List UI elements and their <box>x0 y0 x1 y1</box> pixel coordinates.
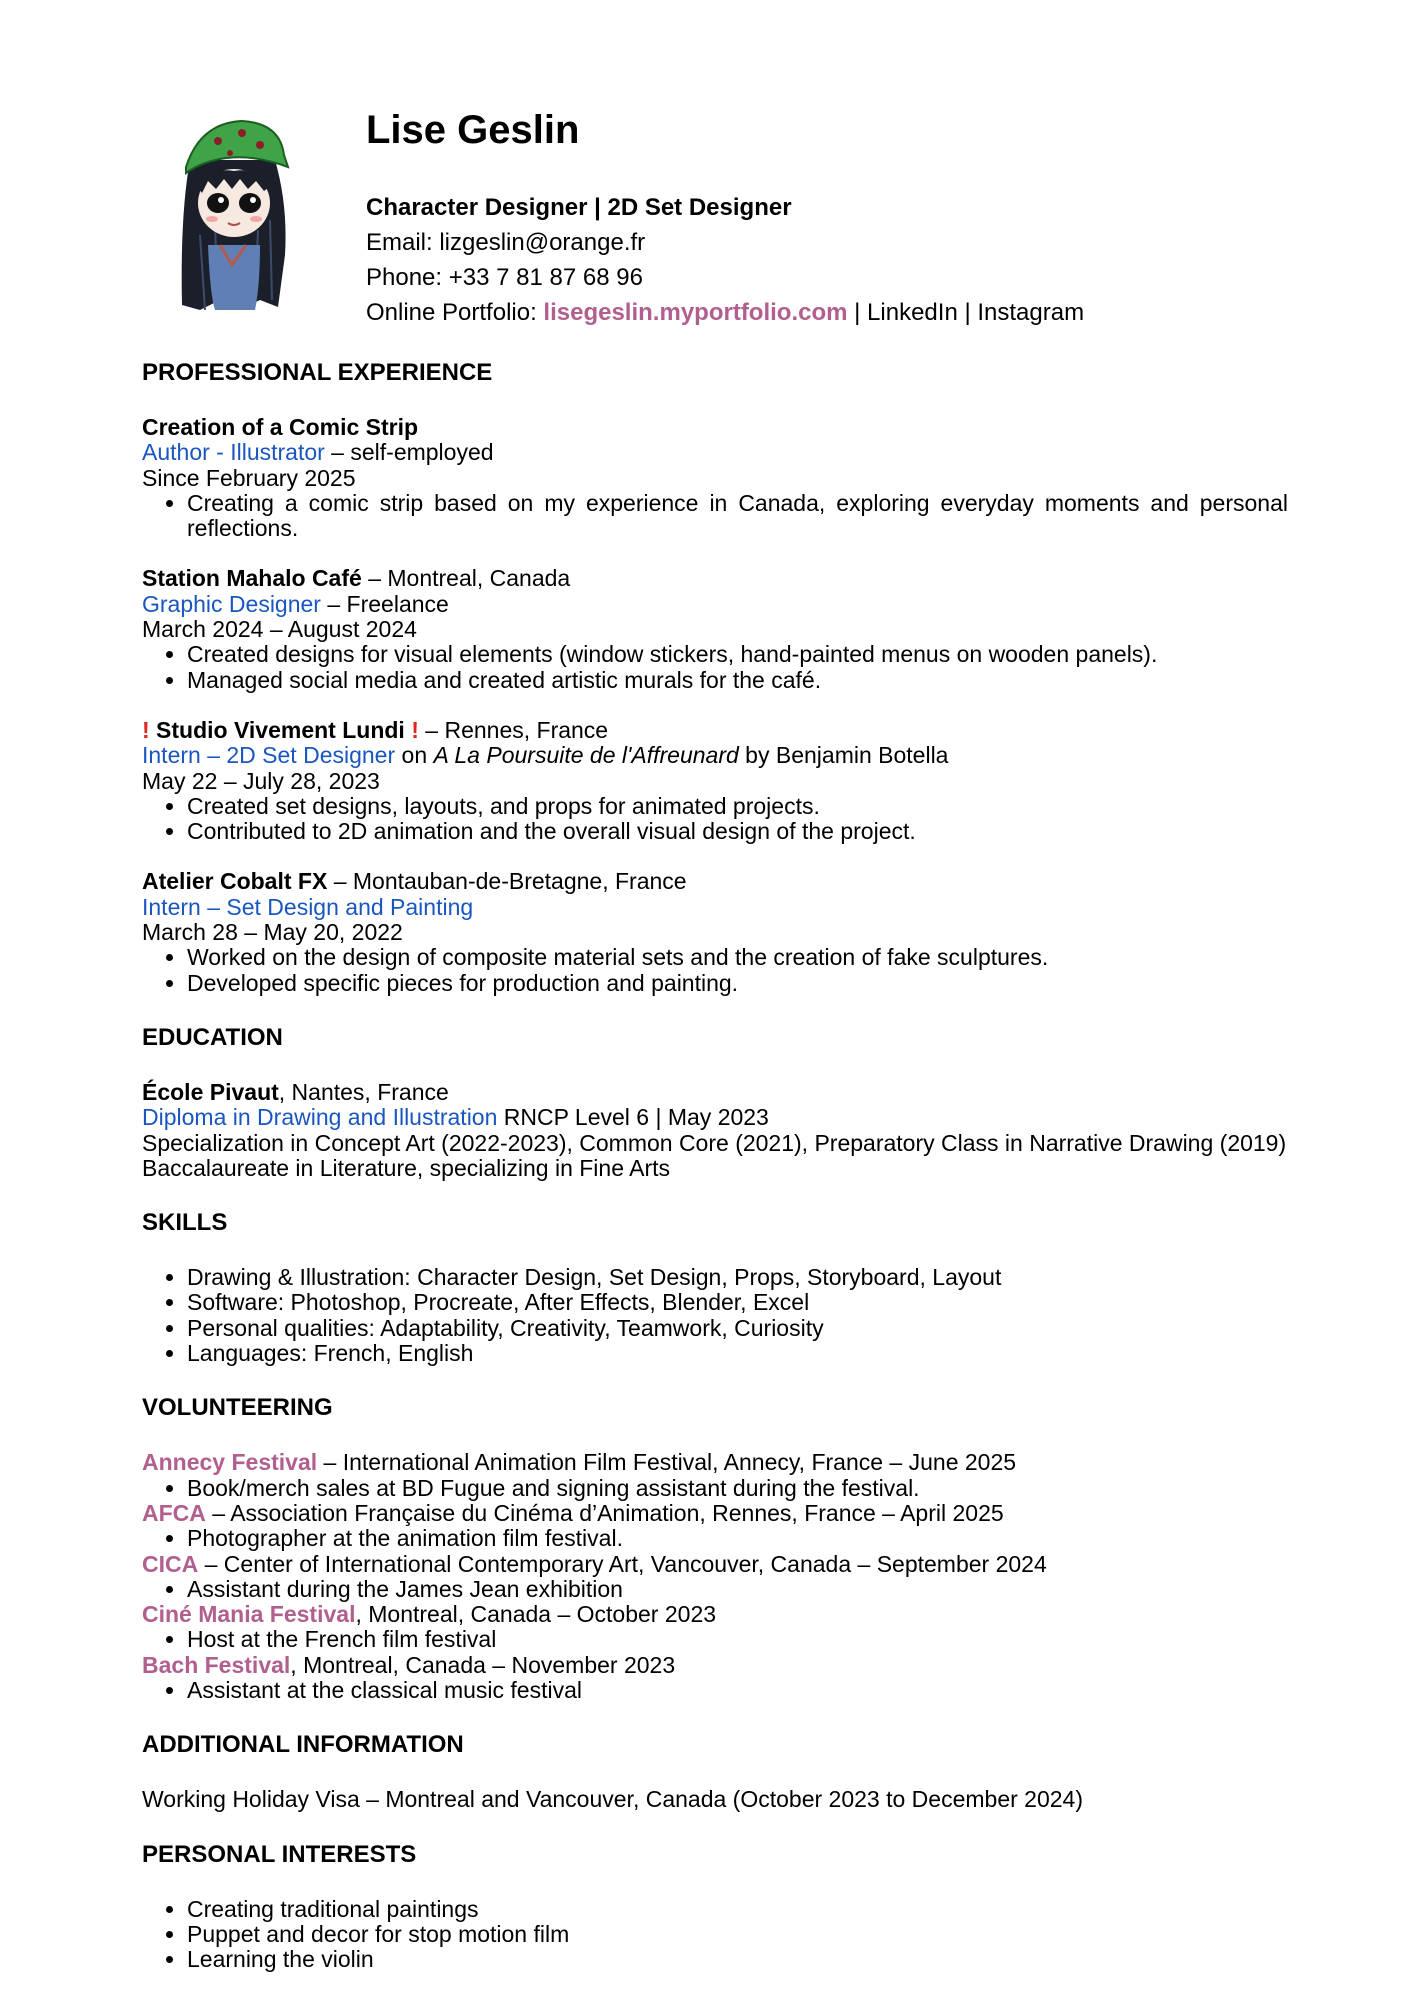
job-bullets <box>142 642 1288 693</box>
list-item: • Contributed to 2D animation and the overall visual design of the project. <box>187 819 1288 844</box>
email-line: Email: lizgeslin@orange.fr <box>366 229 646 256</box>
volunteer-desc: , Montreal, Canada – November 2023 <box>290 1651 676 1678</box>
volunteering-list <box>142 1450 1288 1703</box>
section-title-additional: ADDITIONAL INFORMATION <box>142 1731 464 1759</box>
list-item: • Personal qualities: Adaptability, Creativity, Teamwork, Curiosity <box>187 1316 1288 1341</box>
phone-line: Phone: +33 7 81 87 68 96 <box>366 264 643 291</box>
project-title: A La Poursuite de l'Affreunard <box>433 742 739 769</box>
list-item: • Worked on the design of composite material sets and the creation of fake sculptures. <box>187 945 1288 970</box>
volunteer-desc: – International Animation Film Festival, Annecy, France – June 2025 <box>317 1449 1017 1476</box>
job-org: Studio Vivement Lundi <box>149 716 412 743</box>
job-role: Intern – Set Design and Painting <box>142 893 474 920</box>
job-entry <box>142 869 1288 995</box>
project-credit: by Benjamin Botella <box>738 742 949 769</box>
job-org: Creation of a Comic Strip <box>142 414 419 440</box>
job-bullets <box>142 794 1288 845</box>
school-location: , Nantes, France <box>278 1078 449 1105</box>
job-dates: March 2024 – August 2024 <box>142 616 417 643</box>
list-item: • Software: Photoshop, Procreate, After Effects, Blender, Excel <box>187 1290 1288 1315</box>
volunteer-org: Annecy Festival <box>142 1449 318 1476</box>
section-title-interests: PERSONAL INTERESTS <box>142 1840 417 1868</box>
list-item: • Drawing & Illustration: Character Design, Set Design, Props, Storyboard, Layout <box>187 1265 1288 1290</box>
section-title-volunteering: VOLUNTEERING <box>142 1394 333 1422</box>
specialization-text: Specialization in Concept Art (2022-2023), Common Core (2021), Preparatory Class in Narrative Drawing (2019) <box>142 1129 1287 1156</box>
job-location: – Montauban-de-Bretagne, France <box>327 868 687 895</box>
job-entry <box>142 566 1288 692</box>
contact-block <box>366 190 1084 330</box>
list-item: • Creating traditional paintings <box>187 1897 1288 1922</box>
list-item: • Host at the French film festival <box>187 1627 1288 1652</box>
volunteer-org: Bach Festival <box>142 1651 291 1678</box>
job-location: – Rennes, France <box>418 716 609 743</box>
volunteer-desc: – Association Française du Cinéma d’Animation, Rennes, France – April 2025 <box>205 1499 1004 1526</box>
list-item: • Managed social media and created artistic murals for the café. <box>187 668 1288 693</box>
section-title-skills: SKILLS <box>142 1209 228 1237</box>
volunteer-org: CICA <box>142 1550 199 1577</box>
job-role-on: on <box>395 742 434 769</box>
volunteer-desc: – Center of International Contemporary Art, Vancouver, Canada – September 2024 <box>198 1550 1047 1577</box>
job-role-suffix: – Freelance <box>320 590 449 617</box>
job-dates: Since February 2025 <box>142 464 356 491</box>
baccalaureate-text: Baccalaureate in Literature, specializing in Fine Arts <box>142 1154 671 1181</box>
list-item: • Book/merch sales at BD Fugue and signing assistant during the festival. <box>187 1476 1288 1501</box>
job-location: – Montreal, Canada <box>361 565 571 592</box>
diploma-details: RNCP Level 6 | May 2023 <box>497 1104 769 1131</box>
list-item: • Created designs for visual elements (window stickers, hand-painted menus on wooden panels). <box>187 642 1288 667</box>
interests-list <box>142 1897 1288 1973</box>
job-role-suffix: – self-employed <box>324 439 494 466</box>
volunteer-org: Ciné Mania Festival <box>142 1601 356 1628</box>
job-dates: May 22 – July 28, 2023 <box>142 767 380 794</box>
job-role: Author - Illustrator <box>142 439 325 466</box>
section-title-education: EDUCATION <box>142 1023 283 1051</box>
job-role: Graphic Designer <box>142 590 321 617</box>
list-item: • Creating a comic strip based on my experience in Canada, exploring everyday moments and personal reflections. <box>187 491 1288 542</box>
avatar-illustration <box>160 115 300 315</box>
exclaim-mark: ! <box>411 716 419 743</box>
list-item: • Puppet and decor for stop motion film <box>187 1922 1288 1947</box>
additional-text: Working Holiday Visa – Montreal and Vancouver, Canada (October 2023 to December 2024) <box>142 1786 1083 1813</box>
diploma-name: Diploma in Drawing and Illustration <box>142 1104 498 1131</box>
list-item: • Created set designs, layouts, and props for animated projects. <box>187 794 1288 819</box>
list-item: • Developed specific pieces for production and painting. <box>187 971 1288 996</box>
candidate-name: Lise Geslin <box>366 108 580 152</box>
job-role: Intern – 2D Set Designer <box>142 742 396 769</box>
social-links: | LinkedIn | Instagram <box>847 299 1085 326</box>
job-bullets <box>142 945 1288 996</box>
section-title-experience: PROFESSIONAL EXPERIENCE <box>142 359 493 386</box>
list-item: • Assistant during the James Jean exhibition <box>187 1577 1288 1602</box>
skills-list <box>142 1265 1288 1366</box>
resume-body <box>142 356 1288 1972</box>
volunteer-org: AFCA <box>142 1499 206 1526</box>
volunteer-desc: , Montreal, Canada – October 2023 <box>355 1601 717 1628</box>
job-org: Station Mahalo Café <box>142 565 362 592</box>
exclaim-mark: ! <box>142 716 150 743</box>
job-dates: March 28 – May 20, 2022 <box>142 919 403 946</box>
job-bullets <box>142 491 1288 542</box>
school-name: École Pivaut <box>142 1078 279 1105</box>
job-org: Atelier Cobalt FX <box>142 868 328 895</box>
list-item: • Learning the violin <box>187 1947 1288 1972</box>
portfolio-line <box>366 295 1084 330</box>
education-entry <box>142 1080 1288 1181</box>
list-item: • Assistant at the classical music festival <box>187 1678 1288 1703</box>
job-title: Character Designer | 2D Set Designer <box>366 194 792 221</box>
job-entry <box>142 415 1288 541</box>
portfolio-link[interactable]: lisegeslin.myportfolio.com <box>543 299 848 326</box>
job-entry <box>142 718 1288 844</box>
portfolio-label: Online Portfolio: <box>366 299 544 326</box>
list-item: • Languages: French, English <box>187 1341 1288 1366</box>
list-item: • Photographer at the animation film festival. <box>187 1526 1288 1551</box>
